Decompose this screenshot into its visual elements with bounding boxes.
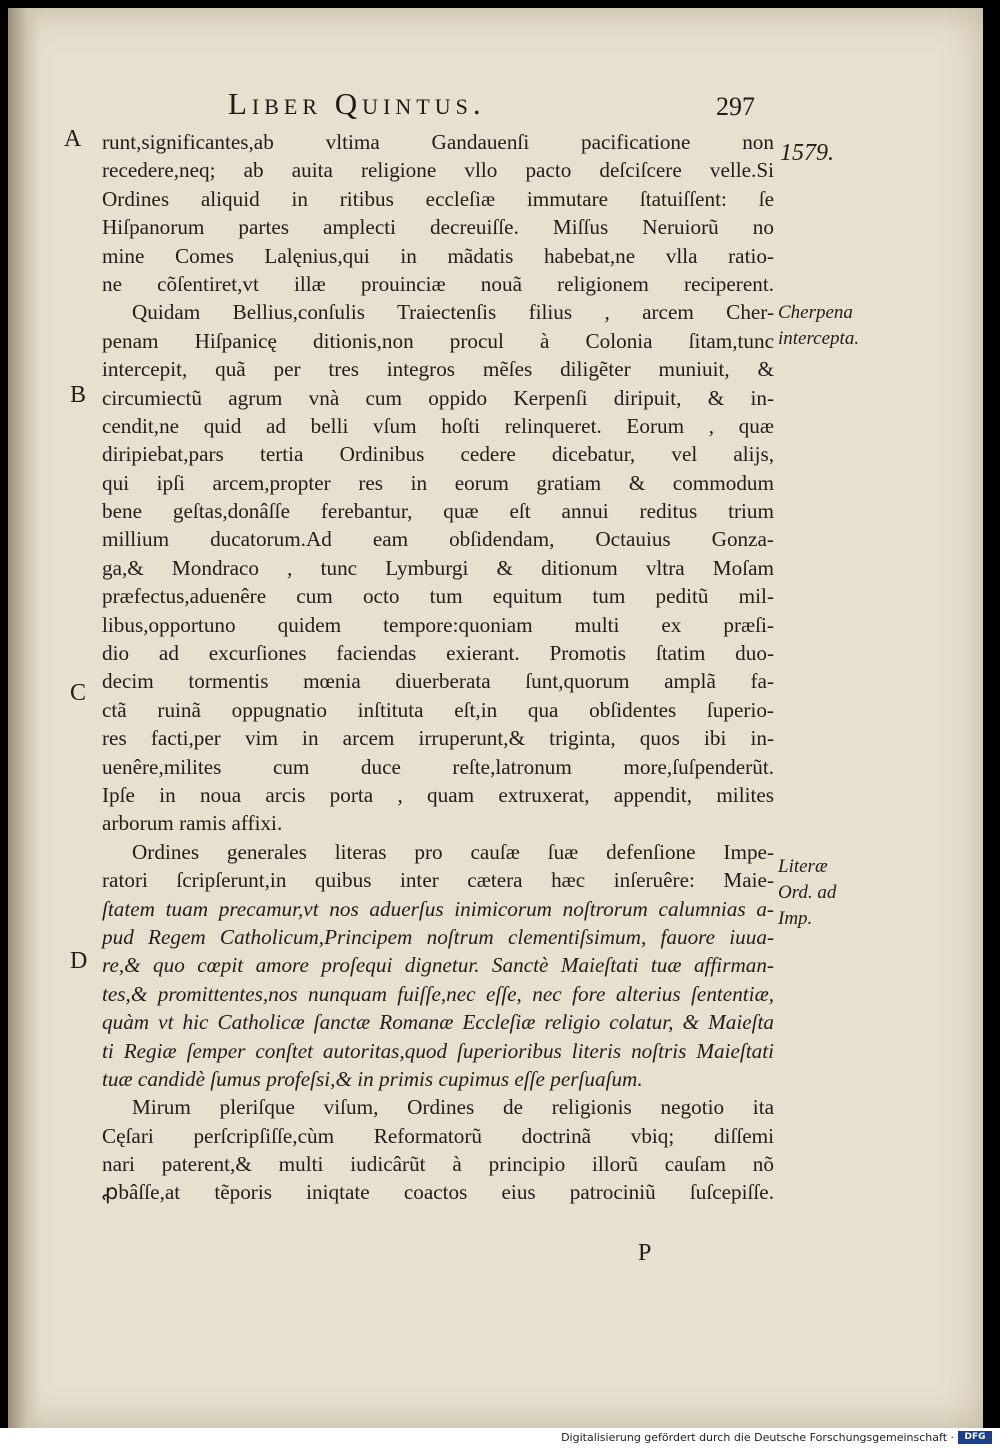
text-line: qui ipſi arcem,propter res in eorum gratiam & commodum bbox=[102, 470, 774, 495]
margin-note-cherpena bbox=[778, 300, 859, 352]
footer-bar bbox=[0, 1428, 1000, 1448]
text-line: Hiſpanorum partes amplecti decreuiſſe. Miſſus Neruiorũ no bbox=[102, 215, 774, 240]
text-line: tuæ candidè ſumus profeſsi,& in primis cupimus eſſe perſuaſum. bbox=[102, 1066, 643, 1091]
margin-note-literae bbox=[778, 854, 836, 932]
text-line: ratori ſcripſerunt,in quibus inter cætera hæc inſeruêre: Maie- bbox=[102, 868, 774, 893]
text-line: Ipſe in noua arcis porta , quam extruxerat, appendit, milites bbox=[102, 782, 774, 807]
text-line: mine Comes Lalęnius,qui in mãdatis habebat,ne vlla ratio- bbox=[102, 243, 774, 268]
text-line: pud Regem Catholicum,Principem noſtrum clementiſsimum, fauore iuua- bbox=[102, 924, 774, 949]
text-line: ſtatem tuam precamur,vt nos aduerſus inimicorum noſtrorum calumnias a- bbox=[102, 896, 774, 921]
section-letter-b: B bbox=[70, 382, 87, 408]
scan-border bbox=[983, 0, 1000, 1428]
text-line: præfectus,aduenêre cum octo tum equitum tum peditũ mil- bbox=[102, 584, 774, 609]
text-line: ꝓbâſſe,at tẽporis iniqtate coactos eius patrociniũ ſuſcepiſſe. bbox=[102, 1180, 774, 1205]
text-line: runt,significantes,ab vltima Gandauenſi pacificatione non bbox=[102, 130, 774, 154]
text-line: Ordines generales literas pro cauſæ ſuæ defenſione Impe- bbox=[132, 839, 774, 864]
body-text bbox=[102, 128, 774, 1207]
section-letter-d: D bbox=[70, 948, 88, 974]
margin-note-line: intercepta. bbox=[778, 328, 860, 349]
text-line: arborum ramis affixi. bbox=[102, 811, 283, 836]
signature-mark: P bbox=[638, 1240, 652, 1266]
text-line: ctã ruinã oppugnatio inſtituta eſt,in qua obſidentes ſuperio- bbox=[102, 697, 774, 722]
text-line: ne cõſentiret,vt illæ prouinciæ nouã religionem reciperent. bbox=[102, 271, 774, 296]
text-line: circumiectũ agrum vnà cum oppido Kerpenſi diripuit, & in- bbox=[102, 385, 774, 410]
dfg-logo-icon: DFG bbox=[958, 1431, 992, 1444]
text-line: Quidam Bellius,conſulis Traiectenſis filius , arcem Cher- bbox=[132, 300, 774, 325]
margin-year: 1579. bbox=[780, 140, 834, 166]
text-line: millium ducatorum.Ad eam obſidendam, Octauius Gonza- bbox=[102, 527, 774, 552]
text-line: ga,& Mondraco , tunc Lymburgi & ditionum vltra Moſam bbox=[102, 555, 774, 580]
margin-note-line: Imp. bbox=[778, 908, 813, 929]
text-line: diripiebat,pars tertia Ordinibus cedere dicebatur, vel alijs, bbox=[102, 442, 774, 467]
text-line: bene geſtas,donâſſe ferebantur, quæ eſt annui reditus trium bbox=[102, 499, 774, 524]
section-letter-c: C bbox=[70, 680, 87, 706]
text-line: libus,opportuno quidem tempore:quoniam multi ex præſi- bbox=[102, 612, 774, 637]
page-number: 297 bbox=[716, 92, 755, 121]
text-line: re,& quo cœpit amore proſequi dignetur. Sanctè Maieſtati tuæ affirman- bbox=[102, 953, 774, 978]
text-line: ti Regiæ ſemper conſtet autoritas,quod ſuperioribus literis noſtris Maieſtati bbox=[102, 1038, 774, 1063]
margin-note-line: Literæ bbox=[778, 856, 828, 877]
text-line: Ordines aliquid in ritibus eccleſiæ immutare ſtatuiſſent: ſe bbox=[102, 186, 774, 211]
page-gutter bbox=[8, 8, 40, 1428]
text-line: res facti,per vim in arcem irruperunt,& triginta, quos ibi in- bbox=[102, 726, 774, 751]
text-line: quàm vt hic Catholicæ ſanctæ Romanæ Eccleſiæ religio colatur, & Maieſta bbox=[102, 1010, 774, 1035]
footer-credit: Digitalisierung gefördert durch die Deutsche Forschungsgemeinschaft · bbox=[561, 1431, 954, 1444]
page-header bbox=[8, 86, 983, 126]
text-line: uenêre,milites cum duce reſte,latronum more,ſuſpenderũt. bbox=[102, 754, 774, 779]
text-line: Cęſari perſcripſiſſe,cùm Reformatorũ doctrinã vbiq; diſſemi bbox=[102, 1123, 774, 1148]
text-line: penam Hiſpanicę ditionis,non procul à Colonia ſitam,tunc bbox=[102, 328, 774, 353]
margin-note-line: Cherpena bbox=[778, 302, 853, 323]
running-head: Liber Quintus. bbox=[228, 86, 486, 121]
text-line: cendit,ne quid ad belli vſum hoſti relinqueret. Eorum , quæ bbox=[102, 413, 774, 438]
text-line: nari paterent,& multi iudicârũt à principio illorũ cauſam nõ bbox=[102, 1152, 774, 1177]
text-line: intercepit, quã per tres integros mẽſes diligẽter muniuit, & bbox=[102, 357, 774, 382]
text-line: tes,& promittentes,nos nunquam fuiſſe,nec eſſe, nec fore alterius ſententiæ, bbox=[102, 981, 774, 1006]
text-line: recedere,neq; ab auita religione vllo pacto deſciſcere velle.Si bbox=[102, 158, 774, 183]
text-line: decim tormentis mœnia diuerberata ſunt,quorum amplã fa- bbox=[102, 669, 774, 694]
book-page bbox=[8, 8, 983, 1428]
text-line: dio ad excurſiones faciendas exierant. Promotis ſtatim duo- bbox=[102, 641, 774, 666]
margin-note-line: Ord. ad bbox=[778, 882, 837, 903]
section-letter-a: A bbox=[64, 126, 82, 152]
text-line: Mirum pleriſque viſum, Ordines de religionis negotio ita bbox=[132, 1095, 774, 1120]
